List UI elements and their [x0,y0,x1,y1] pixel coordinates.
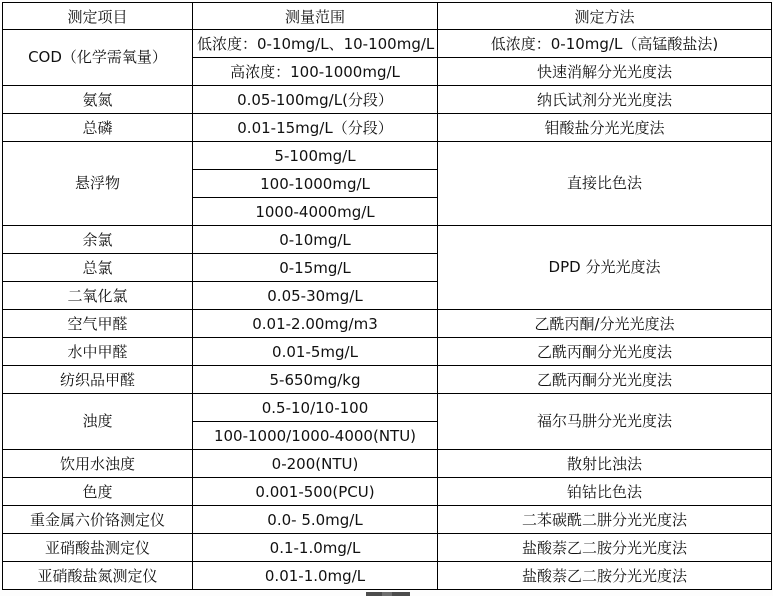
cell-range: 0-200(NTU) [193,450,438,478]
column-header-method: 测定方法 [438,3,772,30]
cell-range: 高浓度：100-1000mg/L [193,58,438,86]
cell-item-cod: COD（化学需氧量） [3,30,193,86]
cell-range: 0-15mg/L [193,254,438,282]
table-row [3,86,772,114]
cell-range: 0.01-1.0mg/L [193,562,438,590]
cell-range: 低浓度：0-10mg/L、10-100mg/L [193,30,438,58]
cell-item-turbidity: 浊度 [3,394,193,450]
cell-method: 纳氏试剂分光光度法 [438,86,772,114]
table-row [3,394,772,422]
cell-range: 100-1000/1000-4000(NTU) [193,422,438,450]
cell-item-suspended-solids: 悬浮物 [3,142,193,226]
table-row [3,310,772,338]
scrollbar-thumb-artifact[interactable] [366,592,410,596]
cell-method: 乙酰丙酮分光光度法 [438,366,772,394]
cell-range: 5-650mg/kg [193,366,438,394]
table-row [3,506,772,534]
cell-item-water-formaldehyde: 水中甲醛 [3,338,193,366]
cell-method: 福尔马肼分光光度法 [438,394,772,450]
cell-item-air-formaldehyde: 空气甲醛 [3,310,193,338]
cell-method: 乙酰丙酮/分光光度法 [438,310,772,338]
cell-range: 0.0- 5.0mg/L [193,506,438,534]
cell-range: 0.01-2.00mg/m3 [193,310,438,338]
cell-item-chroma: 色度 [3,478,193,506]
cell-item-textile-formaldehyde: 纺织品甲醛 [3,366,193,394]
table-row [3,142,772,170]
cell-method: 低浓度：0-10mg/L（高锰酸盐法) [438,30,772,58]
cell-method: 盐酸萘乙二胺分光光度法 [438,534,772,562]
cell-range: 0.5-10/10-100 [193,394,438,422]
cell-range: 0.05-100mg/L(分段） [193,86,438,114]
cell-item-phosphorus: 总磷 [3,114,193,142]
table-row [3,114,772,142]
cell-range: 0.001-500(PCU) [193,478,438,506]
cell-method: 盐酸萘乙二胺分光光度法 [438,562,772,590]
table-row [3,366,772,394]
cell-item-hexavalent-chromium: 重金属六价铬测定仪 [3,506,193,534]
cell-range: 5-100mg/L [193,142,438,170]
cell-range: 100-1000mg/L [193,170,438,198]
table-row [3,478,772,506]
measurement-table [2,2,772,590]
cell-method: DPD 分光光度法 [438,226,772,310]
cell-method: 散射比浊法 [438,450,772,478]
cell-method: 二苯碳酰二肼分光光度法 [438,506,772,534]
cell-method: 直接比色法 [438,142,772,226]
column-header-range: 测量范围 [193,3,438,30]
table-row [3,562,772,590]
column-header-item: 测定项目 [3,3,193,30]
cell-item-total-chlorine: 总氯 [3,254,193,282]
cell-range: 1000-4000mg/L [193,198,438,226]
cell-item-nitrite: 亚硝酸盐测定仪 [3,534,193,562]
table-row [3,450,772,478]
table-header-row [3,3,772,30]
cell-item-residual-chlorine: 余氯 [3,226,193,254]
table-row [3,226,772,254]
cell-item-chlorine-dioxide: 二氧化氯 [3,282,193,310]
cell-range: 0.01-15mg/L（分段） [193,114,438,142]
cell-range: 0.1-1.0mg/L [193,534,438,562]
cell-range: 0.01-5mg/L [193,338,438,366]
cell-method: 快速消解分光光度法 [438,58,772,86]
table-row [3,30,772,58]
cell-method: 钼酸盐分光光度法 [438,114,772,142]
cell-method: 铂钴比色法 [438,478,772,506]
table-row [3,338,772,366]
cell-item-nitrite-nitrogen: 亚硝酸盐氮测定仪 [3,562,193,590]
cell-item-drinking-water-turbidity: 饮用水浊度 [3,450,193,478]
cell-range: 0.05-30mg/L [193,282,438,310]
table-row [3,534,772,562]
cell-method: 乙酰丙酮分光光度法 [438,338,772,366]
cell-range: 0-10mg/L [193,226,438,254]
cell-item-ammonia: 氨氮 [3,86,193,114]
